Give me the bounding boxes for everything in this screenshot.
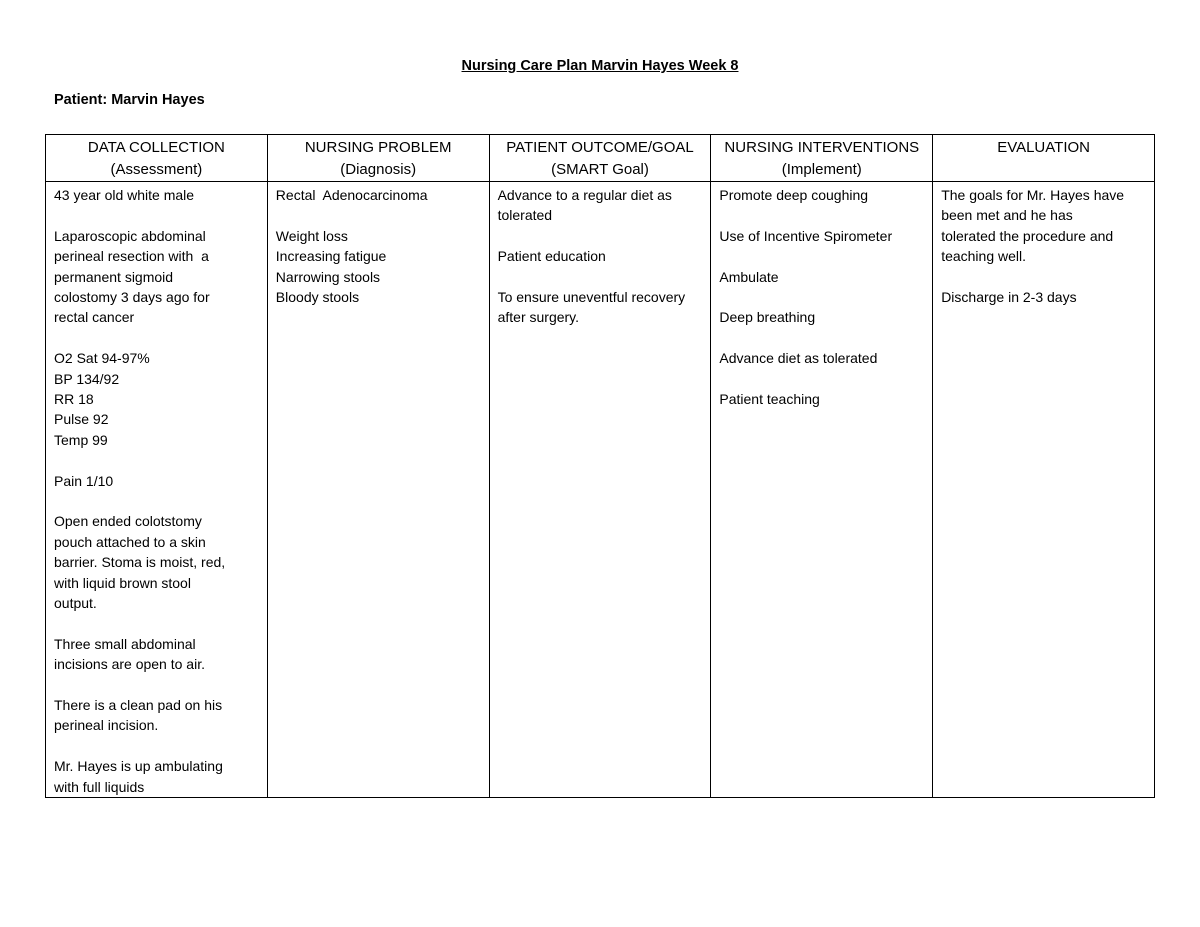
header-title: NURSING INTERVENTIONS	[724, 139, 920, 156]
cell-text-line: Laparoscopic abdominal	[54, 227, 206, 244]
cell-text-line	[719, 328, 924, 348]
document-title: Nursing Care Plan Marvin Hayes Week 8	[461, 58, 739, 74]
cell-text-line	[719, 205, 924, 225]
cell-text-line: Temp 99	[54, 431, 108, 448]
cell-patient-outcome	[489, 182, 711, 798]
cell-text-line: The goals for Mr. Hayes have	[941, 187, 1125, 203]
table-row	[46, 182, 1155, 798]
cell-text-line: Patient teaching	[719, 390, 820, 407]
cell-text-line: rectal cancer	[54, 309, 135, 326]
cell-text-line: BP 134/92	[54, 370, 120, 387]
cell-text-line: with full liquids	[54, 778, 145, 795]
cell-nursing-problem	[267, 182, 489, 798]
header-title: EVALUATION	[997, 139, 1090, 156]
header-evaluation	[933, 135, 1155, 182]
cell-text-line: Open ended colotstomy	[54, 513, 202, 530]
header-data-collection	[46, 135, 268, 182]
cell-text-line: Mr. Hayes is up ambulating	[54, 758, 223, 775]
cell-text-line	[54, 675, 259, 695]
cell-text-line: Promote deep coughing	[719, 187, 869, 203]
cell-text-line: Ambulate	[719, 268, 779, 285]
cell-text-line: incisions are open to air.	[54, 656, 205, 673]
cell-text-line: Advance diet as tolerated	[719, 350, 878, 367]
cell-text-line: Advance to a regular diet as	[497, 187, 672, 203]
cell-text-line: There is a clean pad on his	[54, 697, 223, 714]
cell-text-line	[54, 736, 259, 756]
cell-text-line: Pain 1/10	[54, 472, 114, 489]
cell-nursing-interventions	[711, 182, 933, 798]
patient-name-label: Patient: Marvin Hayes	[54, 92, 205, 108]
cell-text-line: Three small abdominal	[54, 635, 196, 652]
care-plan-table	[45, 134, 1155, 798]
header-subtitle: (Diagnosis)	[340, 161, 417, 178]
header-nursing-problem	[267, 135, 489, 182]
header-subtitle: (Implement)	[781, 161, 862, 178]
cell-text-line: 43 year old white male	[54, 187, 195, 203]
cell-text-line: Pulse 92	[54, 411, 109, 428]
header-subtitle: (Assessment)	[110, 161, 203, 178]
table-header-row	[46, 135, 1155, 182]
cell-text-line: Increasing fatigue	[275, 248, 387, 265]
cell-data-collection	[46, 182, 268, 798]
cell-text-line: colostomy 3 days ago for	[54, 289, 210, 306]
cell-text-line: permanent sigmoid	[54, 268, 174, 285]
cell-text-line: To ensure uneventful recovery	[497, 289, 686, 305]
cell-text-line: Narrowing stools	[275, 268, 381, 285]
cell-text-line: perineal resection with a	[54, 248, 209, 265]
cell-text-line	[276, 205, 481, 225]
header-title: PATIENT OUTCOME/GOAL	[506, 139, 694, 156]
cell-text-line: O2 Sat 94-97%	[54, 350, 150, 367]
cell-text-line: with liquid brown stool	[54, 574, 191, 591]
cell-text-line: tolerated the procedure and	[941, 227, 1114, 244]
cell-text-line: been met and he has	[941, 207, 1073, 224]
cell-text-line: tolerated	[497, 207, 553, 224]
cell-evaluation	[933, 182, 1155, 798]
header-subtitle	[939, 159, 1148, 179]
cell-text-line	[54, 613, 259, 633]
cell-text-line	[498, 226, 703, 246]
cell-text-line: Weight loss	[275, 227, 348, 244]
header-subtitle: (SMART Goal)	[551, 161, 649, 178]
header-patient-outcome	[489, 135, 711, 182]
cell-text-line: RR 18	[54, 391, 94, 408]
cell-text-line	[498, 267, 703, 287]
cell-text-line: teaching well.	[941, 248, 1027, 265]
cell-text-line: Rectal Adenocarcinoma	[275, 187, 428, 203]
header-title: NURSING PROBLEM	[304, 139, 452, 156]
cell-text-line	[54, 491, 259, 511]
cell-text-line: perineal incision.	[54, 717, 159, 734]
cell-text-line	[941, 267, 1146, 287]
cell-text-line	[719, 287, 924, 307]
header-title: DATA COLLECTION	[87, 139, 225, 156]
cell-text-line: Patient education	[497, 248, 606, 265]
header-nursing-interventions	[711, 135, 933, 182]
cell-text-line	[719, 369, 924, 389]
cell-text-line: Discharge in 2-3 days	[941, 289, 1077, 306]
cell-text-line: after surgery.	[497, 309, 580, 326]
cell-text-line	[54, 205, 259, 225]
cell-text-line	[54, 328, 259, 348]
cell-text-line: pouch attached to a skin	[54, 533, 206, 550]
cell-text-line: output.	[54, 595, 97, 612]
cell-text-line	[54, 450, 259, 470]
cell-text-line: barrier. Stoma is moist, red,	[54, 554, 226, 571]
cell-text-line: Deep breathing	[719, 309, 816, 326]
cell-text-line: Use of Incentive Spirometer	[719, 227, 893, 244]
cell-text-line: Bloody stools	[275, 289, 360, 306]
cell-text-line	[719, 246, 924, 266]
